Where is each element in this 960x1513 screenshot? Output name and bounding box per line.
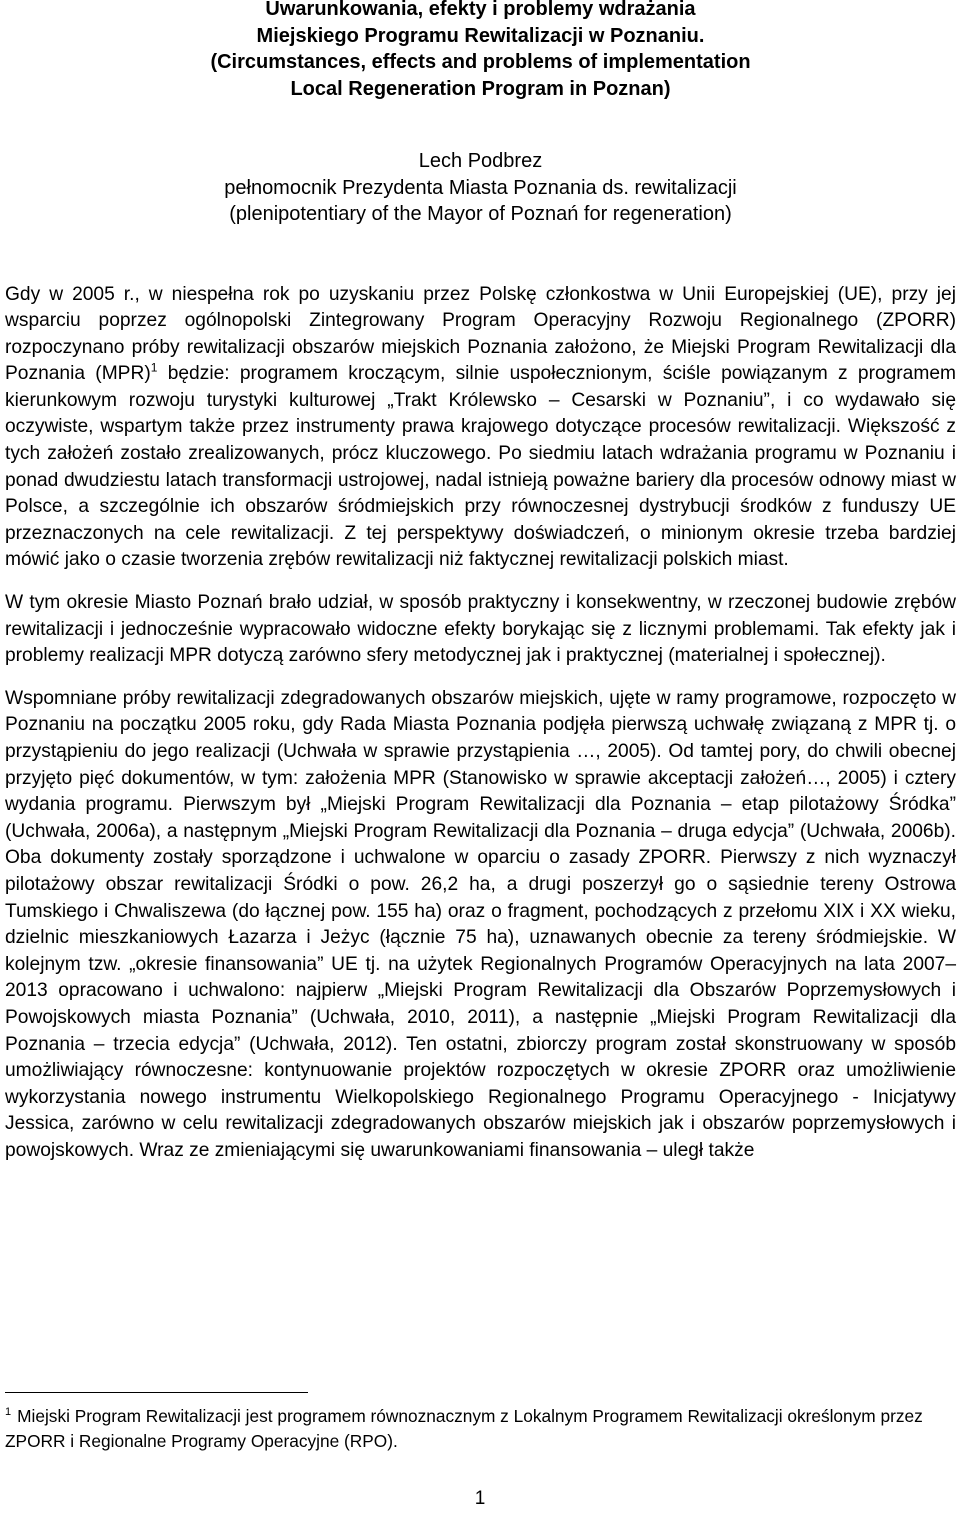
page-number: 1 (474, 1488, 486, 1509)
document-page (5, 0, 956, 1165)
footnote-text: Miejski Program Rewitalizacji jest programem równoznacznym z Lokalnym Programem Rewitalizacji określonym przez ZPORR i Regionalne Programy Operacyjne (RPO). (5, 1406, 923, 1451)
title-line: (Circumstances, effects and problems of implementation (210, 51, 751, 73)
author-role-translation: (plenipotentiary of the Mayor of Poznań for regeneration) (229, 203, 732, 225)
paragraph-text: Gdy w 2005 r., w niespełna rok po uzyskaniu przez Polskę członkostwa w Unii Europejskiej (UE), przy jej wsparciu poprzez ogólnopolski Zintegrowany Program Operacyjny Rozwoju Regionalnego (ZPORR) rozpoczynano próby rewitalizacji obszarów miejskich Poznania założono, że Miejski Program Rewitalizacji dla Poznania (MPR) (5, 283, 956, 385)
title-line: Uwarunkowania, efekty i problemy wdrażania (265, 0, 696, 20)
title-line: Miejskiego Programu Rewitalizacji w Poznaniu. (256, 24, 705, 47)
paragraph: Wspomniane próby rewitalizacji zdegradowanych obszarów miejskich, ujęte w ramy programowe, rozpoczęto w Poznaniu na początku 2005 roku, gdy Rada Miasta Poznania podjęła pierwszą uchwałę związaną z MPR tj. o przystąpieniu do jego realizacji (Uchwała w sprawie przystąpienia …, 2005). Od tamtej pory, do chwili obecnej przyjęto pięć dokumentów, w tym: założenia MPR (Stanowisko w sprawie akceptacji założeń…, 2005) i cztery wydania programu. Pierwszym był „Miejski Program Rewitalizacji dla Poznania – etap pilotażowy Śródka” (Uchwała, 2006a), a następnym „Miejski Program Rewitalizacji dla Poznania – druga edycja” (Uchwała, 2006b). Oba dokumenty zostały sporządzone i uchwalone w oparciu o zasady ZPORR. Pierwszy z nich wyznaczył pilotażowy obszar rewitalizacji Śródki o pow. 26,2 ha, a drugi poszerzył go o sąsiednie tereny Ostrowa Tumskiego i Chwaliszewa (do łącznej pow. 155 ha) oraz o fragment, pochodzących z przełomu XIX i XX wieku, dzielnic mieszkaniowych Łazarza i Jeżyc (łącznie 75 ha), uznawanych obecnie za tereny śródmiejskie. W kolejnym tzw. „okresie finansowania” UE tj. na użytek Regionalnych Programów Operacyjnych na lata 2007–2013 opracowano i uchwalono: najpierw „Miejski Program Rewitalizacji dla Obszarów Poprzemysłowych i Powojskowych miasta Poznania” (Uchwała, 2010, 2011), a następnie „Miejski Program Rewitalizacji dla Poznania – trzecia edycja” (Uchwała, 2012). Ten ostatni, zbiorczy program został skonstruowany w sposób umożliwiający równoczesne: kontynuowanie projektów rozpoczętych w okresie ZPORR oraz umożliwienie wykorzystania nowego instrumentu Wielkopolskiego Regionalnego Programu Operacyjnego - Inicjatywy Jessica, zarówno w celu rewitalizacji zdegradowanych obszarów miejskich jak i obszarów poprzemysłowych i powojskowych. Wraz ze zmieniającymi się uwarunkowaniami finansowania – uległ także (5, 687, 956, 1161)
footnote-marker: 1 (5, 1406, 12, 1419)
author-name: Lech Podbrez (418, 150, 543, 172)
footnote (5, 1404, 956, 1454)
paragraph-text: będzie: programem kroczącym, silnie uspołecznionym, ściśle powiązanym z programem kierunkowym rozwoju turystyki kulturowej „Trakt Królewsko – Cesarski w Poznaniu”, i co wydawało się oczywiste, wspartym także przez instrumenty prawa krajowego dotyczące procesów rewitalizacji. Większość z tych założeń zostało zrealizowanych, prócz kluczowego. Po siedmiu latach wdrażania programu w Poznaniu i ponad dwudziestu latach transformacji ustrojowej, nadal istnieją poważne bariery dla procesów odnowy miast w Polsce, a szczególnie ich obszarów śródmiejskich przy równoczesnej dystrybucji środków z funduszy UE przeznaczonych na cele rewitalizacji. Z tej perspektywy doświadczeń, o minionym okresie trzeba bardziej mówić jako o czasie tworzenia zrębów rewitalizacji niż faktycznej rewitalizacji polskich miast. (5, 363, 956, 571)
author-role: pełnomocnik Prezydenta Miasta Poznania ds. rewitalizacji (224, 176, 737, 199)
document-title (5, 0, 956, 102)
footnote-reference: 1 (150, 360, 158, 375)
footnote-separator (5, 1392, 308, 1393)
paragraph: W tym okresie Miasto Poznań brało udział, w sposób praktyczny i konsekwentny, w rzeczonej budowie zrębów rewitalizacji i jednocześnie wypracowało widoczne efekty borykając się z licznymi problemami. Tak efekty jak i problemy realizacji MPR dotyczą zarówno sfery metodycznej jak i praktycznej (materialnej i społecznej). (5, 592, 956, 667)
author-block (5, 148, 956, 228)
title-line: Local Regeneration Program in Poznan) (290, 77, 671, 100)
paragraph (5, 282, 956, 575)
